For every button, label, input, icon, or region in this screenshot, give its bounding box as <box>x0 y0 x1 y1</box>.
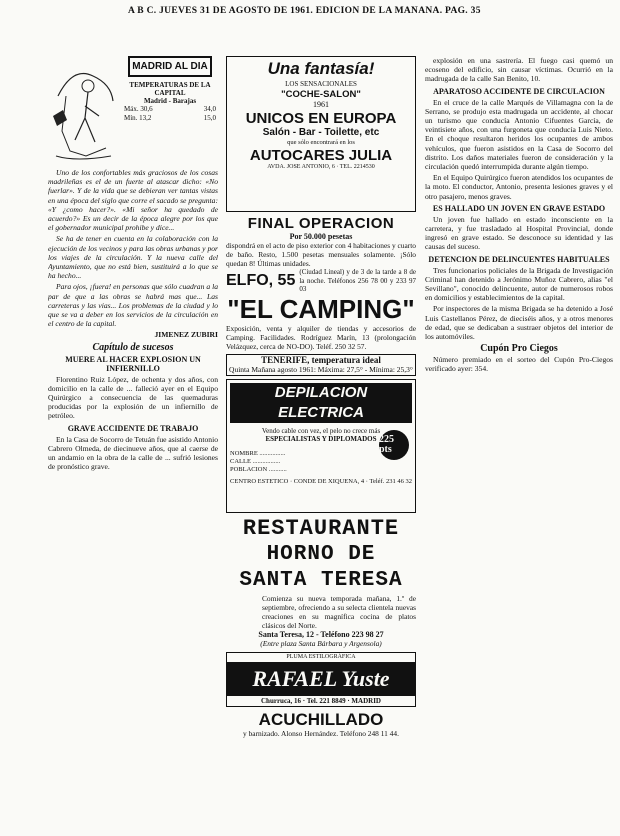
camping-title: "EL CAMPING" <box>227 293 415 324</box>
elfo-name: ELFO, 55 <box>226 272 296 290</box>
news-paragraph: En el Equipo Quirúrgico fueron atendidos los ocupantes de la moto. El conductor, Antonio, presenta lesiones graves y el otro pasajero, menos graves. <box>425 173 613 201</box>
tenerife-box <box>226 354 416 376</box>
elfo-text: (Ciudad Lineal) y de 3 de la tarde a 8 de la noche. Teléfonos 256 78 00 y 233 97 03 <box>299 268 416 293</box>
ad-text: 1961 <box>313 100 329 109</box>
tenerife-title: TENERIFE, temperatura ideal <box>261 354 381 365</box>
cupon-title: Cupón Pro Ciegos <box>480 343 558 355</box>
ad-address: AVDA. JOSE ANTONIO, 6 · TEL. 2214530 <box>267 164 375 170</box>
sucesos-title: Capítulo de sucesos <box>92 341 174 353</box>
depilacion-address: CENTRO ESTETICO · CONDE DE XIQUENA, 4 · Teléf. 231 46 32 <box>230 478 412 485</box>
final-operacion-title: FINAL OPERACION <box>247 215 395 232</box>
price-seal: 225 pts <box>379 430 409 460</box>
camping-text: Exposición, venta y alquiler de tiendas y accesorios de Camping. Facilidades. Rodríguez Marín, 13 (prolongación Velázquez, cerca de NO-DO). Teléf. 250 32 57. <box>226 323 416 351</box>
yuste-address: Churruca, 16 · Tel. 221 8849 · MADRID <box>261 696 381 705</box>
column-paragraph: Para ojos, ¡fuera! en personas que sólo cuadran a la par de que a las obras se habrá mas que... Las carreteras y las vias... Los problemas de la ciudad y lo que se va a deber en los servicios de la circulación en el centro de la capital. <box>48 282 218 329</box>
news-headline: GRAVE ACCIDENTE DE TRABAJO <box>67 423 199 433</box>
madrid-title-and-temps <box>118 56 218 168</box>
final-operacion-price: Por 50.000 pesetas <box>289 232 353 241</box>
madrid-al-dia-title: MADRID AL DIA <box>128 56 212 77</box>
ad-text: que sólo encontrará en los <box>287 139 355 146</box>
column-signature: JIMENEZ ZUBIRI <box>154 330 218 340</box>
ad-text: LOS SENSACIONALES <box>285 80 357 88</box>
left-column <box>48 56 218 836</box>
madrid-al-dia-block <box>48 56 218 168</box>
temperature-row-max <box>122 105 218 114</box>
restaurant-name: HORNO DE SANTA TERESA <box>239 542 403 592</box>
right-column <box>425 56 613 836</box>
temperature-title: TEMPERATURAS DE LA CAPITAL <box>129 81 211 97</box>
elfo-line <box>226 268 416 294</box>
depilacion-title: DEPILACION ELECTRICA <box>230 383 412 423</box>
temp-max-value: 34,0 <box>203 105 216 113</box>
column-paragraph: Se ha de tener en cuenta en la colaboración con la ejecución de los vecinos y para las obras urbanas y por los viajes de la circulación. Y la nueva calle del Ayuntamiento, que no está bien, sustituirá a lo que se ha hecho... <box>48 234 218 281</box>
news-headline: MUERE AL HACER EXPLOSION UN INFIERNILLO <box>65 354 201 373</box>
final-operacion-text: dispondrá en el acto de piso exterior con 4 habitaciones y cuarto de baño. Resto, 1.500 pesetas mensuales solamente. ¡Sólo quedan 8! Últimas unidades. <box>226 241 416 268</box>
news-paragraph: Un joven fue hallado en estado inconsciente en la carretera, y fue trasladado al Hospital Provincial, donde ingresó en grave estado. Se desconoce su identidad y las causas del suceso. <box>425 214 613 252</box>
news-paragraph: explosión en una sastrería. El fuego casi quemó un ecoseno del edificio, sin causar víctimas. Ocurrió en la madrugada de la calle San Benito, 10. <box>425 56 613 84</box>
news-paragraph: Por inspectores de la misma Brigada se ha detenido a José Luis Castellanos Pérez, de dieciséis años, y a otros menores de edad, que se dedicaban a sustraer objetos del interior de los automóviles. <box>425 304 613 342</box>
news-headline: DETENCION DE DELINCUENTES HABITUALES <box>428 254 610 264</box>
madrid-sketch-illustration <box>48 56 118 168</box>
acuchillado-title: ACUCHILLADO <box>258 709 384 729</box>
temperature-subtitle: Madrid - Barajas <box>143 97 197 105</box>
temp-min-label: Mín. 13,2 <box>124 114 152 122</box>
form-line: POBLACION ........... <box>230 466 287 473</box>
temp-min-value: 15,0 <box>203 114 216 122</box>
restaurant-word: RESTAURANTE <box>242 515 400 541</box>
form-line: CALLE ................. <box>230 458 281 465</box>
restaurant-ad-title <box>226 516 416 594</box>
news-headline: ES HALLADO UN JOVEN EN GRAVE ESTADO <box>432 203 606 213</box>
cupon-text: Número premiado en el sorteo del Cupón Pro-Ciegos verificado ayer: 354. <box>425 355 613 374</box>
temp-max-label: Máx. 30,6 <box>124 105 153 113</box>
ad-brand: AUTOCARES JULIA <box>249 147 393 164</box>
ad-headline: UNICOS EN EUROPA <box>245 110 397 127</box>
news-paragraph: En el cruce de la calle Marqués de Villamagna con la de Serrano, se produjo esta madrugada un accidente, al chocar un turismo que conducía Antonio Cifuentes García, de veintisiete años, con una furgoneta que conducía Luis Nieto. En el choque resultaron heridos los ocupantes de ambos vehículos, que fueron asistidos en la Casa de Socorro del distrito. Los daños materiales fueron de consideración y la circulación quedó interrumpida durante algún tiempo. <box>425 97 613 172</box>
news-paragraph: En la Casa de Socorro de Tetuán fue asistido Antonio Cabrero Olmeda, de diecinueve años, que al caerse de un andamio en la obra de la calle de ... sufrió lesiones de pronóstico grave. <box>48 434 218 472</box>
ad-text: Salón - Bar - Toilette, etc <box>262 127 380 138</box>
depilacion-text: Vendo cable con vez, el pelo no crece más <box>261 426 381 435</box>
acuchillado-text: y barnizado. Alonso Hernández. Teléfono 248 11 44. <box>243 728 399 738</box>
temperature-row-min <box>122 114 218 123</box>
yuste-small-text: PLUMA ESTILOGRÁFICA <box>286 653 356 660</box>
page-header: A B C. JUEVES 31 DE AGOSTO DE 1961. EDICION DE LA MAÑANA. PAG. 35 <box>128 6 481 16</box>
yuste-ad <box>226 652 416 707</box>
news-headline: APARATOSO ACCIDENTE DE CIRCULACION <box>433 86 605 96</box>
middle-column <box>226 56 416 836</box>
restaurant-address: Santa Teresa, 12 - Teléfono 223 98 27 <box>258 629 384 639</box>
restaurant-note: (Entre plaza Santa Bárbara y Argensola) <box>260 638 382 648</box>
ad-text: "COCHE-SALON" <box>281 89 361 100</box>
news-paragraph: Florentino Ruiz López, de ochenta y dos años, con domicilio en la calle de ... falleció ayer en el Equipo Quirúrgico a consecuencia de las quemaduras producidas por la explosión de un infiernillo de petróleo. <box>48 374 218 421</box>
depilacion-ad <box>226 379 416 513</box>
news-paragraph: Tres funcionarios policiales de la Brigada de Investigación Criminal han detenido a Jerónimo Muñoz Cabrero, alias "el Sevillano", conocido delincuente, autor de numerosos robos en domicilios y establecimientos de la capital. <box>425 265 613 303</box>
restaurant-text: Comienza su nueva temporada mañana, 1.º de septiembre, ofreciendo a su selecta clientela nuevas creaciones en su magnífica cocina de platos clásicos del Norte. <box>262 593 416 630</box>
autocares-julia-ad <box>226 56 416 212</box>
column-paragraph: Uno de los confortables más graciosos de los cosas madrileñas es el de un fuerte al atascar dicho: «No fuerlar». Y de la vida que se debieran ver tantas vistas en una época del siglo que corre el sacado se pregunta: «Y ¿como hacer?». «Mi señor ha quedado de acuerdo?» Es un decir de la época alegre por los que el gobernador municipal prohibe y dice... <box>48 168 218 233</box>
depilacion-specialists: ESPECIALISTAS Y DIPLOMADOS <box>265 435 377 443</box>
yuste-name: RAFAEL Yuste <box>227 662 415 696</box>
form-line: NOMBRE ................ <box>230 450 286 457</box>
ad-headline: Una fantasía! <box>267 59 375 78</box>
tenerife-text: Quinta Mañana agosto 1961: Máxima: 27,5° - Mínima: 25,3° <box>229 364 413 374</box>
